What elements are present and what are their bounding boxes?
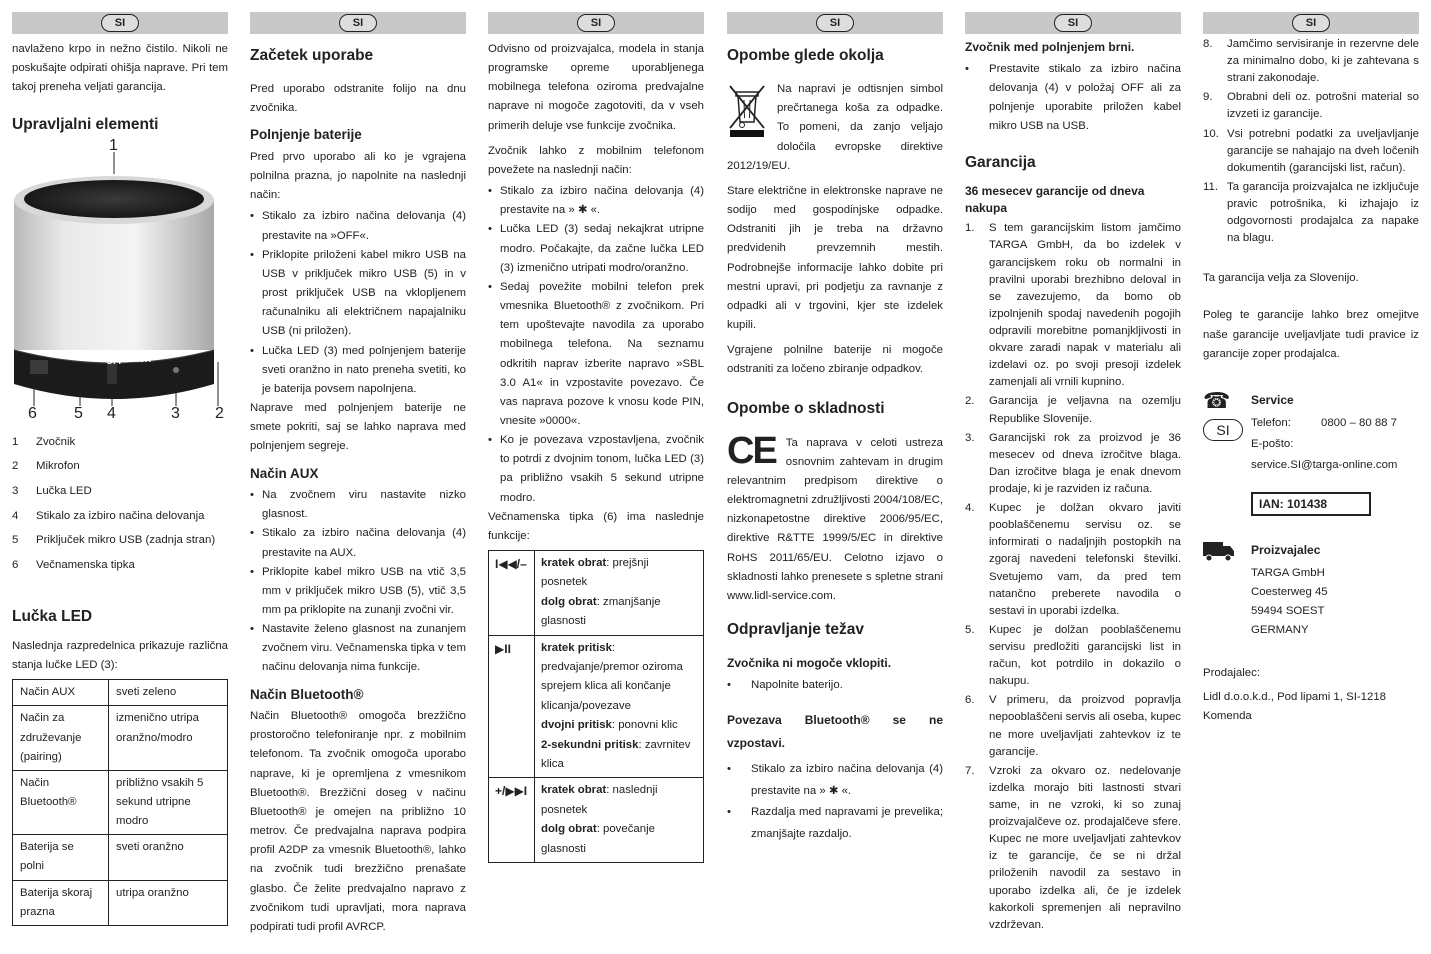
speaker-illustration	[12, 152, 228, 422]
led-title: Lučka LED	[12, 607, 93, 625]
weee-block	[727, 80, 943, 176]
manufacturer-block: Proizvajalec TARGA GmbH Coesterweg 45 59494 SOEST GERMANY	[1203, 540, 1419, 641]
crossed-bin-icon	[727, 82, 767, 138]
start-title: Začetek uporabe	[250, 47, 374, 64]
list-item: 3. Garancijski rok za proizvod je 36 mesecev od dneva izročitve blaga. Dan izročitve blaga je enak dnevom prodaje, ki je razviden iz računa.	[965, 431, 1181, 495]
callout-5: 5	[74, 404, 83, 422]
table-row: Način Bluetooth® približno vsakih 5 sekund utripne modro	[13, 770, 228, 834]
trouble-2-title: Povezava Bluetooth® se ne vzpostavi.	[727, 713, 943, 751]
pair-list	[488, 182, 704, 508]
service-block: ☎ SI Service Telefon: 0800 – 80 88 7 E-pošto: service.SI@targa-online.com	[1203, 390, 1419, 476]
play-pause-icon: ▶II	[489, 635, 535, 778]
list-item: • Lučka LED (3) sedaj nekajkrat utripne modro. Počakajte, da začne lučka LED (3) izmenično utripati modro/oranžno.	[488, 220, 704, 277]
service-email: service.SI@targa-online.com	[1251, 459, 1398, 472]
list-item: 4. Kupec je dolžan okvaro javiti pooblaščenemu servisu oz. se informirati o nadaljnjih postopkih na zgoraj navedeni telefonski številki. Svetujemo vam, da pred tem natančno preberete navodila o sestavi in uporabi izdelka.	[965, 502, 1181, 617]
list-item: • Na zvočnem viru nastavite nizko glasnost.	[250, 486, 466, 524]
list-item: • Nastavite želeno glasnost na zunanjem zvočnem viru. Večnamenska tipka v tem načinu delovanja nima funkcije.	[250, 620, 466, 677]
list-item: • Ko je povezava vzpostavljena, zvočnik to potrdi z dvojnim tonom, lučka LED (3) pa približno vsakih 5 sekund utripne modro.	[488, 431, 704, 508]
seller-label: Prodajalec:	[1203, 667, 1260, 680]
language-bar	[12, 12, 228, 34]
legend-item: 1 Zvočnik	[12, 435, 76, 448]
list-item: • Prestavite stikalo za izbiro načina delovanja (4) v položaj OFF ali za polnjenje uporabite priložen kabel mikro USB na USB.	[965, 60, 1181, 137]
start-text: Pred uporabo odstranite folijo na dnu zvočnika.	[250, 83, 466, 115]
list-item: • Lučka LED (3) med polnjenjem baterije sveti oranžno in nato preneha svetiti, ko je baterija povsem napolnjena.	[250, 342, 466, 399]
manufacturer-title: Proizvajalec	[1251, 542, 1321, 557]
charge-list	[250, 207, 466, 399]
button-function-table	[488, 550, 704, 863]
language-badge: SI	[339, 14, 377, 32]
callout-2: 2	[215, 404, 224, 422]
column-2	[250, 12, 466, 943]
column-6	[1203, 12, 1419, 732]
aux-title: Način AUX	[250, 465, 319, 481]
list-item: • Napolnite baterijo.	[727, 676, 943, 695]
warranty-title: Garancija	[965, 153, 1036, 171]
trouble-1-title: Zvočnika ni mogoče vklopiti.	[727, 656, 892, 671]
callout-4: 4	[107, 404, 116, 422]
language-bar	[250, 12, 466, 34]
seller-text: Lidl d.o.o.k.d., Pod lipami 1, SI-1218 Komenda	[1203, 690, 1386, 722]
list-item: • Priklopite priloženi kabel mikro USB na USB v priključek mikro USB (5) in v prost priključek USB na vklopljenem računalniku ali električnem napajalniku USB (ni priložen).	[250, 246, 466, 342]
language-bar	[1203, 12, 1419, 34]
bluetooth-text: Način Bluetooth® omogoča brezžično prostoročno telefoniranje npr. z mobilnim telefonom. Ta zvočnik omogoča uporabo naprave, ki je opremljena z vmesnikom Bluetooth®. Brezžični doseg v načinu Bluetooth® je omejen na približno 10 metrov. Če predvajalna naprava podpira profil A2DP za vmesnik Bluetooth®, lahko na zvočnik tudi brezžično prenašate glasbo. Če želite predvajalno napravo z zvočnikom tudi upravljati, mora naprava podpirati tudi profil AVRCP.	[250, 710, 466, 933]
callout-3: 3	[171, 404, 180, 422]
warranty-valid-text: Ta garancija velja za Slovenijo.	[1203, 272, 1359, 285]
column-4	[727, 12, 943, 846]
button-intro: Večnamenska tipka (6) ima naslednje funkcije:	[488, 510, 704, 542]
language-bar	[727, 12, 943, 34]
environment-text-2: Stare električne in elektronske naprave ne sodijo med gospodinjske odpadke. Odstraniti jih je treba na državno predvidenih prevzemnih mestih. Podrobnejše informacije lahko dobite pri mestni upravi, pri podjetju za ravnanje z odpadki ali v trgovini, kjer ste izdelek kupili.	[727, 184, 943, 332]
environment-text-1: Na napravi je odtisnjen simbol prečrtanega koša za odpadke. To pomeni, da zanjo veljajo določila evropske direktive 2012/19/EU.	[727, 83, 943, 172]
list-item: • Razdalja med napravami je prevelika; zmanjšajte razdaljo.	[727, 802, 943, 845]
conformity-text: Ta naprava v celoti ustreza osnovnim zahtevam in drugim relevantnim predpisom direktive o elektromagnetni združljivosti 2004/108/EC, nizkonapetostne direktive 2006/95/EC, direktive R&TTE 1999/5/EC in direktive RoHS 2011/65/EU. Celotno izjavo o skladnosti lahko prenesete s spletne strani www.lidl-service.com.	[727, 436, 943, 602]
language-badge: SI	[816, 14, 854, 32]
aux-list	[250, 486, 466, 678]
column-1	[12, 12, 228, 926]
troubleshooting-title: Odpravljanje težav	[727, 621, 864, 639]
next-track-icon: +/▶▶I	[489, 778, 535, 863]
legend-list	[12, 436, 228, 573]
service-phone: 0800 – 80 88 7	[1321, 417, 1398, 430]
list-item: • Stikalo za izbiro načina delovanja (4) prestavite na »OFF«.	[250, 207, 466, 245]
service-title: Service	[1251, 392, 1294, 407]
warranty-list	[965, 220, 1181, 933]
table-row: I◀◀/– kratek obrat: prejšnji posnetek dolg obrat: zmanjšanje glasnosti	[489, 551, 704, 636]
column-5	[965, 12, 1181, 936]
compat-text: Odvisno od proizvajalca, modela in stanja programske opreme uporabljenega mobilnega telefona oziroma predvajalne naprave ni mogoče zagotoviti, da v vseh primerih deluje vse funkcije zvočnika.	[488, 43, 704, 132]
list-item: • Stikalo za izbiro načina delovanja (4) prestavite na AUX.	[250, 524, 466, 562]
truck-icon	[1203, 540, 1235, 562]
trouble-2-list	[727, 759, 943, 846]
table-row: Način AUX sveti zeleno	[13, 680, 228, 706]
list-item: 2. Garancija je veljavna na ozemlju Republike Slovenije.	[965, 395, 1181, 425]
language-badge: SI	[1292, 14, 1330, 32]
table-row: Baterija skoraj prazna utripa oranžno	[13, 880, 228, 925]
pair-intro: Zvočnik lahko z mobilnim telefonom povežete na naslednji način:	[488, 144, 704, 176]
charge-title: Polnjenje baterije	[250, 127, 362, 143]
table-row: Način za združevanje (pairing) izmenično utripa oranžno/modro	[13, 706, 228, 770]
list-item: • Priklopite kabel mikro USB na vtič 3,5 mm v priključek mikro USB (5), vtič 3,5 mm pa priklopite na zunanji zvočni vir.	[250, 563, 466, 620]
controls-title: Upravljalni elementi	[12, 116, 159, 134]
charge-note: Naprave med polnjenjem baterije ne smete pokriti, saj se lahko naprava med polnjenjem segreje.	[250, 402, 466, 453]
intro-text: navlaženo krpo in nežno čistilo. Nikoli ne poskušajte odpirati ohišja naprave. Pri tem takoj preneha veljati garancija.	[12, 43, 228, 94]
list-item: • Stikalo za izbiro načina delovanja (4) prestavite na » ✱ «.	[727, 759, 943, 802]
legend-item: 3 Lučka LED	[12, 484, 92, 497]
speaker-image	[12, 136, 228, 422]
charge-text: Pred prvo uporabo ali ko je vgrajena polnilna prazna, jo napolnite na naslednji način:	[250, 151, 466, 202]
list-item: 10. Vsi potrebni podatki za uveljavljanje garancije se nahajajo na dveh ločenih dokumentih (garancijski list, račun).	[1203, 127, 1419, 174]
list-item: 1. S tem garancijskim listom jamčimo TARGA GmbH, da bo izdelek v garancijskem roku ob normalni in pravilni uporabi brezhibno deloval in se zavezujemo, da bomo ob izpolnjenih spodaj navedenih pogojih odpravili morebitne pomanjkljivosti in okvare zaradi napak v materialu ali izdelavi oz. po svoji presoji izdelek zamenjali ali vrnili kupnino.	[965, 222, 1181, 389]
list-item: 6. V primeru, da proizvod popravlja nepooblaščeni servis ali oseba, kupec ne more uveljavljati zahtevkov iz te garancije.	[965, 694, 1181, 758]
trouble-1-list	[727, 676, 943, 695]
callout-1: 1	[109, 136, 118, 154]
legend-item: 4 Stikalo za izbiro načina delovanja	[12, 509, 205, 522]
table-row: +/▶▶I kratek obrat: naslednji posnetek dolg obrat: povečanje glasnosti	[489, 778, 704, 863]
ian-number: IAN: 101438	[1251, 492, 1371, 516]
language-badge: SI	[1054, 14, 1092, 32]
environment-title: Opombe glede okolja	[727, 47, 884, 64]
callout-6: 6	[28, 404, 37, 422]
device-label-off: OFF	[106, 355, 124, 366]
warranty-rights-text: Poleg te garancije lahko brez omejitve naše garancije uveljavljate tudi pravice iz garancije zoper prodajalca.	[1203, 309, 1419, 360]
country-badge: SI	[1203, 419, 1243, 441]
table-row: Baterija se polni sveti oranžno	[13, 835, 228, 880]
list-item: 8. Jamčimo servisiranje in rezervne dele za minimalno dobo, ki je zahtevana s strani zakonodaje.	[1203, 38, 1419, 85]
warranty-list-continued	[1203, 36, 1419, 247]
list-item: • Sedaj povežite mobilni telefon prek vmesnika Bluetooth® z zvočnikom. Pri tem upoštevajte navodila za uporabo mobilnega telefona. Na seznamu odkritih naprav izberite napravo »SBL 3.0 A1« in vzpostavite povezavo. Če vas naprava pozove k vnosu kode PIN, vnesite »0000«.	[488, 278, 704, 431]
bluetooth-title: Način Bluetooth®	[250, 686, 364, 702]
environment-text-3: Vgrajene polnilne baterije ni mogoče odstraniti za ločeno zbiranje odpadkov.	[727, 344, 943, 376]
device-label-aux: AUX	[132, 353, 152, 364]
legend-item: 6 Večnamenska tipka	[12, 559, 135, 572]
trouble-3-list	[965, 60, 1181, 137]
telephone-icon: ☎	[1203, 387, 1231, 413]
warranty-subtitle: 36 mesecev garancije od dneva nakupa	[965, 183, 1145, 215]
language-bar	[488, 12, 704, 34]
list-item: 5. Kupec je dolžan pooblaščenemu servisu predložiti garancijski list in račun, kot potrdilo in dokazilo o nakupu.	[965, 623, 1181, 688]
ce-mark: CE	[727, 429, 776, 472]
table-row: ▶II kratek pritisk: predvajanje/premor oziroma sprejem klica ali končanje klicanja/povezave dvojni pritisk: ponovni klic 2-sekundni pritisk: zavrnitev klica	[489, 635, 704, 778]
list-item: • Stikalo za izbiro načina delovanja (4) prestavite na » ✱ «.	[488, 182, 704, 220]
list-item: 7. Vzroki za okvaro oz. nedelovanje izdelka morajo biti lastnosti stvari same, in ne vzroki, ki so zunaj proizvajalčeve oz. prodajalčeve sfere. Kupec ne more uveljavljati zahtevkov iz te garancije, če se ni držal priloženih navodil za sestavo in uporabo izdelka ali, če je izdelek kakorkoli spremenjen ali nepravilno vzdrževan.	[965, 764, 1181, 931]
language-badge: SI	[101, 14, 139, 32]
ce-block	[727, 429, 943, 606]
trouble-3-title: Zvočnik med polnjenjem brni.	[965, 40, 1135, 54]
language-badge: SI	[577, 14, 615, 32]
list-item: 11. Ta garancija proizvajalca ne izključuje pravic potrošnika, ki izhajajo iz odgovornosti prodajalca za napake na blagu.	[1203, 180, 1419, 245]
prev-track-icon: I◀◀/–	[489, 551, 535, 636]
led-intro: Naslednja razpredelnica prikazuje različna stanja lučke LED (3):	[12, 639, 228, 672]
legend-item: 2 Mikrofon	[12, 460, 80, 473]
led-table	[12, 679, 228, 926]
conformity-title: Opombe o skladnosti	[727, 400, 885, 418]
legend-item: 5 Priključek mikro USB (zadnja stran)	[12, 534, 216, 547]
column-3	[488, 12, 704, 863]
language-bar	[965, 12, 1181, 34]
list-item: 9. Obrabni deli oz. potrošni material so izvzeti iz garancije.	[1203, 91, 1419, 121]
